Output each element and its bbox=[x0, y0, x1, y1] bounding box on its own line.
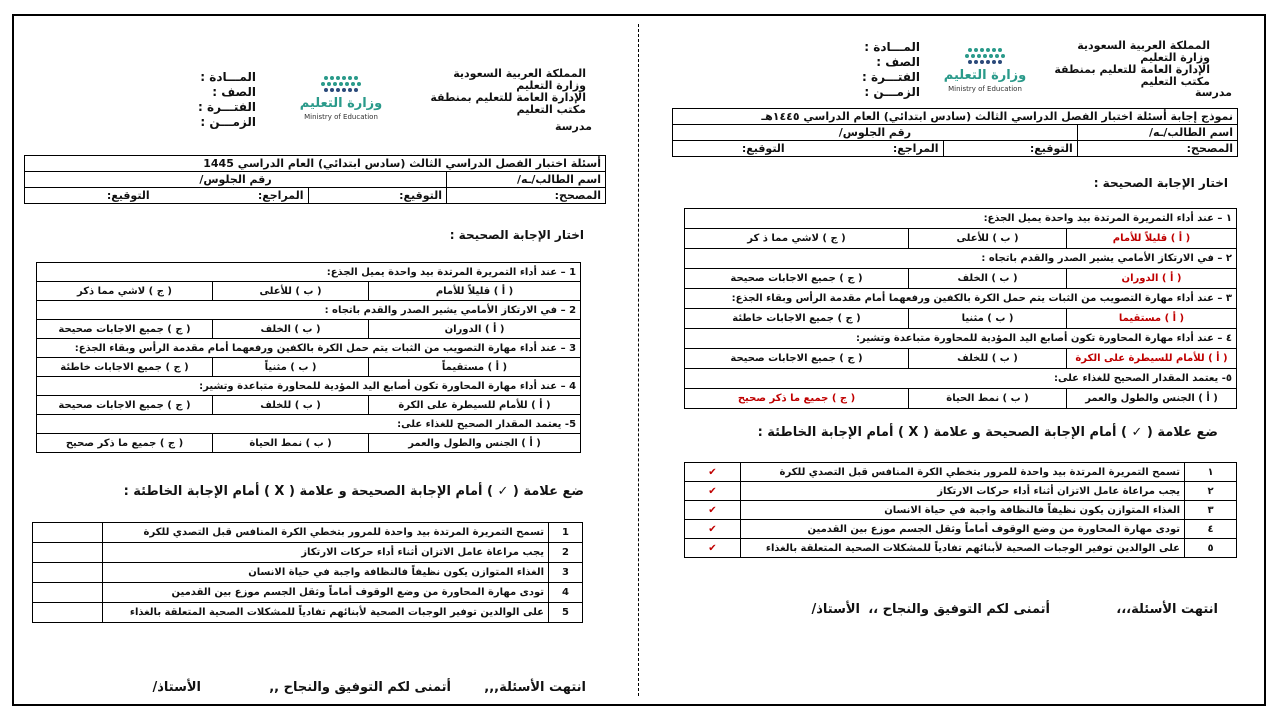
closing-wish-2: أتمنى لكم التوفيق والنجاح ،، bbox=[868, 602, 1050, 617]
statement-text: على الوالدين توفير الوجبات الصحية لأبنائهم تفادياً للمشكلات الصحية المتعلقة بالغذاء bbox=[741, 539, 1185, 558]
signature-field: التوقيع: bbox=[308, 188, 446, 204]
options-row bbox=[37, 434, 581, 453]
question-row bbox=[685, 209, 1237, 229]
choose-heading: اختار الإجابة الصحيحة : bbox=[449, 228, 584, 242]
question-text: 2 – في الارتكاز الأمامي يشير الصدر والقدم باتجاه : bbox=[37, 301, 581, 320]
office-text: مكتب التعليم bbox=[516, 103, 586, 116]
answer-mark: ✔ bbox=[685, 501, 741, 520]
question-row bbox=[37, 339, 581, 358]
mcq-table-2 bbox=[684, 208, 1237, 409]
statement-number: ٢ bbox=[1185, 482, 1237, 501]
option-b: ( ب ) نمط الحياة bbox=[213, 434, 369, 453]
statement-number: 5 bbox=[549, 603, 583, 623]
question-row bbox=[685, 369, 1237, 389]
statement-number: 2 bbox=[549, 543, 583, 563]
option-a: ( أ ) للأمام للسيطرة على الكرة bbox=[369, 396, 581, 415]
option-b: ( ب ) للأعلى bbox=[909, 229, 1067, 249]
time-label: الزمـــن : bbox=[200, 115, 256, 129]
ministry-logo bbox=[286, 70, 396, 128]
answer-key-sheet bbox=[640, 0, 1260, 720]
statement-text: تودى مهارة المحاورة من وضع الوقوف أماماً وثقل الجسم موزع بين القدمين bbox=[103, 583, 549, 603]
statement-number: 4 bbox=[549, 583, 583, 603]
directorate-text: الإدارة العامة للتعليم بمنطقة bbox=[430, 91, 586, 104]
exam-title: أسئلة اختبار الفصل الدراسي الثالث (سادس ابتدائي) العام الدراسي 1445 bbox=[25, 156, 606, 172]
seat-number-field: رقم الجلوس/ bbox=[25, 172, 447, 188]
answer-mark bbox=[33, 563, 103, 583]
option-b: ( ب ) للخلف bbox=[909, 349, 1067, 369]
option-b: ( ب ) للخلف bbox=[213, 396, 369, 415]
option-b: ( ب ) للأعلى bbox=[213, 282, 369, 301]
school-label: مدرسة bbox=[555, 120, 592, 133]
options-row bbox=[685, 309, 1237, 329]
grade-label: الصف : bbox=[212, 85, 256, 99]
true-false-table bbox=[32, 522, 583, 623]
logo-arabic-text: وزارة التعليم bbox=[299, 96, 383, 111]
statement-row bbox=[685, 539, 1237, 558]
mcq-table bbox=[36, 262, 581, 453]
answer-mark: ✔ bbox=[685, 482, 741, 501]
option-b: ( ب ) مثنياً bbox=[213, 358, 369, 377]
reviewer-cell bbox=[25, 188, 309, 204]
options-row bbox=[685, 229, 1237, 249]
question-text: ١ – عند أداء التمريرة المرتدة بيد واحدة يميل الجذع: bbox=[685, 209, 1237, 229]
statement-row bbox=[685, 463, 1237, 482]
time-label-2: الزمـــن : bbox=[864, 85, 920, 99]
ministry-text: وزارة التعليم bbox=[516, 79, 586, 92]
statement-row bbox=[33, 523, 583, 543]
kingdom-text-2: المملكة العربية السعودية bbox=[1077, 39, 1210, 52]
directorate-text-2: الإدارة العامة للتعليم بمنطقة bbox=[1054, 63, 1210, 76]
answer-mark bbox=[33, 523, 103, 543]
tf-heading-2: ضع علامة ( ✓ ) أمام الإجابة الصحيحة و علامة ( X ) أمام الإجابة الخاطئة : bbox=[757, 425, 1218, 440]
option-a: ( أ ) قليلاً للأمام bbox=[369, 282, 581, 301]
corrector-field-2: المصحح: bbox=[1077, 141, 1237, 157]
logo-english-text: Ministry of Education bbox=[304, 113, 378, 121]
statement-text: على الوالدين توفير الوجبات الصحية لأبنائهم تفادياً للمشكلات الصحية المتعلقة بالغذاء bbox=[103, 603, 549, 623]
signature-field-2: التوقيع: bbox=[943, 141, 1077, 157]
second-signature-field: التوقيع: bbox=[106, 189, 150, 202]
options-row bbox=[37, 320, 581, 339]
statement-text: الغذاء المتوازن يكون نظيفاً فالنظافة واجبة في حياة الانسان bbox=[741, 501, 1185, 520]
statement-text: يجب مراعاة عامل الاتزان أثناء أداء حركات الارتكاز bbox=[103, 543, 549, 563]
option-c: ( ج ) جميع الاجابات صحيحة bbox=[685, 269, 909, 289]
exam-title-2: نموذج إجابة أسئلة اختبار الفصل الدراسي الثالث (سادس ابتدائي) العام الدراسي ١٤٤٥هـ bbox=[673, 109, 1238, 125]
answer-mark: ✔ bbox=[685, 463, 741, 482]
ministry-header-2 bbox=[1054, 40, 1210, 88]
true-false-table-2 bbox=[684, 462, 1237, 558]
question-row bbox=[37, 377, 581, 396]
answer-mark bbox=[33, 543, 103, 563]
reviewer-field-2: المراجع: bbox=[892, 142, 939, 155]
statement-number: ٤ bbox=[1185, 520, 1237, 539]
reviewer-field: المراجع: bbox=[257, 189, 304, 202]
closing-end-2: انتهت الأسئلة،،، bbox=[1116, 602, 1218, 617]
exam-meta bbox=[198, 70, 256, 130]
statement-number: ١ bbox=[1185, 463, 1237, 482]
statement-row bbox=[33, 603, 583, 623]
statement-row bbox=[685, 482, 1237, 501]
answer-mark: ✔ bbox=[685, 539, 741, 558]
statement-text: تودى مهارة المحاورة من وضع الوقوف أماماً وثقل الجسم موزع بين القدمين bbox=[741, 520, 1185, 539]
student-name-field: اسم الطالب/ـه/ bbox=[447, 172, 606, 188]
question-row bbox=[685, 249, 1237, 269]
options-row bbox=[685, 389, 1237, 409]
question-text: 5- يعتمد المقدار الصحيح للغذاء على: bbox=[37, 415, 581, 434]
statement-text: تسمح التمريرة المرتدة بيد واحدة للمرور بتخطي الكرة المنافس قبل التصدي للكرة bbox=[741, 463, 1185, 482]
options-row bbox=[37, 358, 581, 377]
second-signature-field-2: التوقيع: bbox=[741, 142, 785, 155]
statement-text: يجب مراعاة عامل الاتزان أثناء أداء حركات الارتكاز bbox=[741, 482, 1185, 501]
option-c: ( ج ) جميع الاجابات صحيحة bbox=[685, 349, 909, 369]
question-sheet bbox=[14, 0, 636, 720]
student-name-field-2: اسم الطالب/ـه/ bbox=[1077, 125, 1237, 141]
seat-number-field-2: رقم الجلوس/ bbox=[673, 125, 1078, 141]
closing-teacher-2: الأستاذ/ bbox=[811, 602, 860, 617]
statement-row bbox=[33, 563, 583, 583]
reviewer-cell-2 bbox=[673, 141, 944, 157]
statement-text: تسمح التمريرة المرتدة بيد واحدة للمرور بتخطي الكرة المنافس قبل التصدي للكرة bbox=[103, 523, 549, 543]
closing-wish: أتمنى لكم التوفيق والنجاح ,, bbox=[269, 680, 451, 695]
closing-teacher: الأستاذ/ bbox=[152, 680, 201, 695]
question-text: 1 – عند أداء التمريرة المرتدة بيد واحدة يميل الجذع: bbox=[37, 263, 581, 282]
question-row bbox=[685, 289, 1237, 309]
answer-mark: ✔ bbox=[685, 520, 741, 539]
option-a: ( أ ) الدوران bbox=[369, 320, 581, 339]
options-row bbox=[37, 396, 581, 415]
question-text: 4 – عند أداء مهارة المحاورة تكون أصابع اليد المؤدية للمحاورة متباعدة وتشير: bbox=[37, 377, 581, 396]
statement-row bbox=[33, 583, 583, 603]
option-c: ( ج ) جميع ما ذكر صحيح bbox=[37, 434, 213, 453]
option-a: ( أ ) للأمام للسيطرة على الكرة bbox=[1067, 349, 1237, 369]
ministry-header bbox=[430, 68, 586, 116]
question-row bbox=[37, 301, 581, 320]
office-text-2: مكتب التعليم bbox=[1140, 75, 1210, 88]
question-text: 3 – عند أداء مهارة التصويب من الثبات يتم حمل الكرة بالكفين ورفعهما أمام مقدمة الرأس وبقاء الجذع: bbox=[37, 339, 581, 358]
statement-number: ٣ bbox=[1185, 501, 1237, 520]
period-label-2: الفتـــرة : bbox=[862, 70, 920, 84]
question-row bbox=[37, 415, 581, 434]
closing-end: انتهت الأسئلة,,, bbox=[484, 680, 586, 695]
statement-row bbox=[33, 543, 583, 563]
option-a: ( أ ) الدوران bbox=[1067, 269, 1237, 289]
ministry-logo-2 bbox=[930, 42, 1040, 100]
question-text: ٤ – عند أداء مهارة المحاورة تكون أصابع اليد المؤدية للمحاورة متباعدة وتشير: bbox=[685, 329, 1237, 349]
logo-arabic-text-2: وزارة التعليم bbox=[943, 68, 1027, 83]
tf-heading: ضع علامة ( ✓ ) أمام الإجابة الصحيحة و علامة ( X ) أمام الإجابة الخاطئة : bbox=[123, 484, 584, 499]
option-c: ( ج ) جميع الاجابات خاطئة bbox=[685, 309, 909, 329]
option-b: ( ب ) الخلف bbox=[909, 269, 1067, 289]
choose-heading-2: اختار الإجابة الصحيحة : bbox=[1093, 176, 1228, 190]
exam-meta-2 bbox=[862, 40, 920, 100]
question-row bbox=[37, 263, 581, 282]
corrector-field: المصحح: bbox=[447, 188, 606, 204]
ministry-text-2: وزارة التعليم bbox=[1140, 51, 1210, 64]
school-label-2: مدرسة bbox=[1195, 86, 1232, 99]
option-b: ( ب ) مثنيا bbox=[909, 309, 1067, 329]
page-divider bbox=[638, 24, 639, 696]
option-c: ( ج ) جميع ما ذكر صحيح bbox=[685, 389, 909, 409]
option-a: ( أ ) مستقيماً bbox=[369, 358, 581, 377]
options-row bbox=[685, 269, 1237, 289]
statement-number: 3 bbox=[549, 563, 583, 583]
option-a: ( أ ) الجنس والطول والعمر bbox=[1067, 389, 1237, 409]
option-c: ( ج ) لاشي مما ذكر bbox=[37, 282, 213, 301]
period-label: الفتـــرة : bbox=[198, 100, 256, 114]
option-c: ( ج ) جميع الاجابات صحيحة bbox=[37, 396, 213, 415]
options-row bbox=[685, 349, 1237, 369]
question-row bbox=[685, 329, 1237, 349]
options-row bbox=[37, 282, 581, 301]
statement-row bbox=[685, 520, 1237, 539]
statement-number: 1 bbox=[549, 523, 583, 543]
subject-label-2: المـــادة : bbox=[864, 40, 920, 54]
option-a: ( أ ) قليلاً للأمام bbox=[1067, 229, 1237, 249]
option-c: ( ج ) جميع الاجابات صحيحة bbox=[37, 320, 213, 339]
option-b: ( ب ) الخلف bbox=[213, 320, 369, 339]
answer-mark bbox=[33, 583, 103, 603]
subject-label: المـــادة : bbox=[200, 70, 256, 84]
statement-row bbox=[685, 501, 1237, 520]
statement-number: ٥ bbox=[1185, 539, 1237, 558]
question-text: ٢ – في الارتكاز الأمامي يشير الصدر والقدم باتجاه : bbox=[685, 249, 1237, 269]
student-info-table bbox=[24, 155, 606, 204]
option-a: ( أ ) مستقيما bbox=[1067, 309, 1237, 329]
option-c: ( ج ) جميع الاجابات خاطئة bbox=[37, 358, 213, 377]
statement-text: الغذاء المتوازن يكون نظيفاً فالنظافة واجبة في حياة الانسان bbox=[103, 563, 549, 583]
logo-english-text-2: Ministry of Education bbox=[948, 85, 1022, 93]
student-info-table-2 bbox=[672, 108, 1238, 157]
answer-mark bbox=[33, 603, 103, 623]
grade-label-2: الصف : bbox=[876, 55, 920, 69]
kingdom-text: المملكة العربية السعودية bbox=[453, 67, 586, 80]
option-a: ( أ ) الجنس والطول والعمر bbox=[369, 434, 581, 453]
question-text: ٥- يعتمد المقدار الصحيح للغذاء على: bbox=[685, 369, 1237, 389]
option-c: ( ج ) لاشي مما ذ كر bbox=[685, 229, 909, 249]
option-b: ( ب ) نمط الحياة bbox=[909, 389, 1067, 409]
question-text: ٣ – عند أداء مهارة التصويب من الثبات يتم حمل الكرة بالكفين ورفعهما أمام مقدمة الرأس وبقاء الجذع: bbox=[685, 289, 1237, 309]
